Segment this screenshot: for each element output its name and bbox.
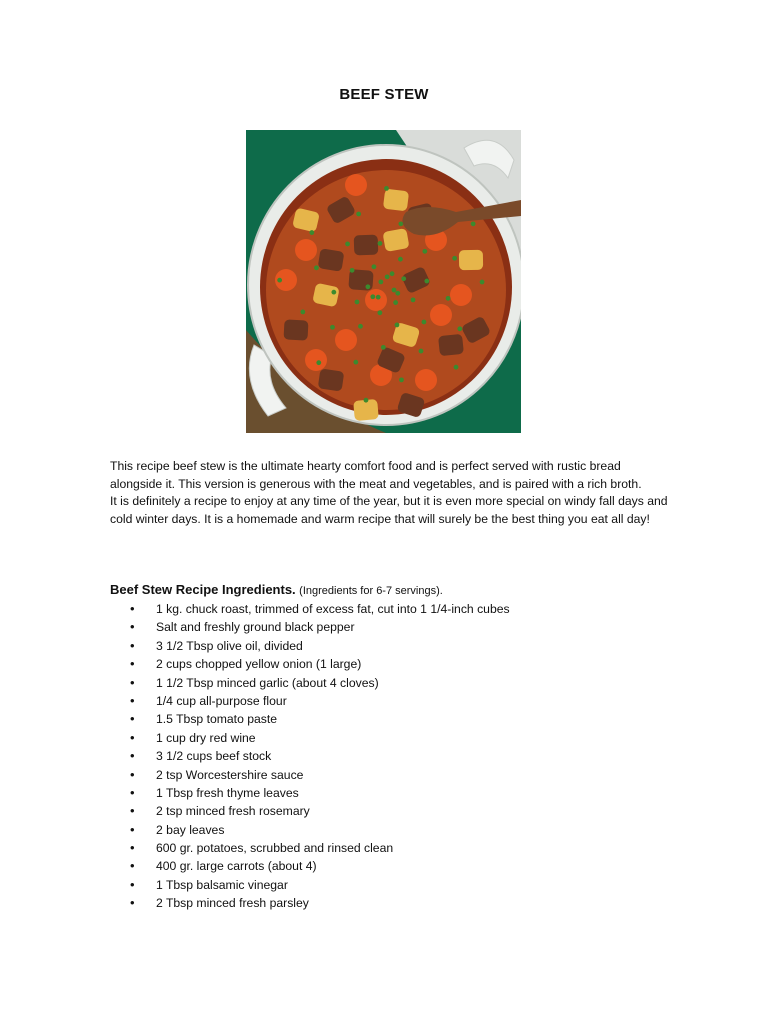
parsley-fleck — [378, 279, 383, 284]
ingredients-list — [110, 600, 510, 913]
parsley-fleck — [330, 325, 335, 330]
ingredient-text: 2 tsp minced fresh rosemary — [156, 804, 310, 819]
carrot-piece — [335, 329, 357, 351]
ingredient-text: 1 Tbsp balsamic vinegar — [156, 877, 288, 892]
parsley-fleck — [399, 377, 404, 382]
carrot-piece — [415, 369, 437, 391]
ingredient-text: 1/4 cup all-purpose flour — [156, 693, 287, 708]
ingredient-item — [110, 821, 510, 839]
parsley-fleck — [355, 300, 360, 305]
parsley-fleck — [419, 349, 424, 354]
ingredient-text: 1 Tbsp fresh thyme leaves — [156, 785, 299, 800]
ingredient-text: 2 bay leaves — [156, 822, 225, 837]
intro-paragraph-2: It is definitely a recipe to enjoy at any time of the year, but it is even more special on windy fall days and cold winter days. It is a homemade and warm recipe that will surely be the best thing you eat all day! — [110, 494, 668, 526]
bullet: • — [130, 692, 135, 708]
bullet: • — [130, 821, 135, 837]
page-title: BEEF STEW — [339, 86, 429, 103]
parsley-fleck — [365, 284, 370, 289]
parsley-fleck — [364, 398, 369, 403]
parsley-fleck — [392, 288, 397, 293]
potato-piece — [383, 189, 409, 212]
parsley-fleck — [350, 268, 355, 273]
intro-text — [110, 458, 670, 528]
parsley-fleck — [370, 294, 375, 299]
beef-piece — [318, 248, 345, 272]
ingredient-text: 1 kg. chuck roast, trimmed of excess fat, cut into 1 1/4-inch cubes — [156, 602, 510, 616]
ingredient-text: 2 cups chopped yellow onion (1 large) — [156, 657, 362, 672]
ingredient-text: 3 1/2 cups beef stock — [156, 749, 272, 764]
carrot-piece — [295, 239, 317, 261]
parsley-fleck — [309, 230, 314, 235]
beef-piece — [283, 319, 308, 340]
ingredient-item — [110, 710, 510, 728]
parsley-fleck — [452, 256, 457, 261]
bullet: • — [130, 674, 135, 690]
ingredient-text: 600 gr. potatoes, scrubbed and rinsed clean — [156, 841, 394, 856]
ingredient-text: 2 tsp Worcestershire sauce — [156, 767, 304, 782]
parsley-fleck — [422, 249, 427, 254]
parsley-fleck — [395, 291, 400, 296]
ingredients-heading-title: Beef Stew Recipe Ingredients. — [110, 582, 296, 597]
bullet: • — [130, 858, 135, 874]
bullet: • — [130, 895, 135, 911]
bullet: • — [130, 711, 135, 727]
bullet: • — [130, 656, 135, 672]
ingredient-item — [110, 784, 510, 802]
parsley-fleck — [471, 221, 476, 226]
bullet: • — [130, 619, 135, 635]
parsley-fleck — [480, 280, 485, 285]
beef-piece — [354, 235, 379, 256]
ingredient-item — [110, 674, 510, 692]
ingredient-item — [110, 729, 510, 747]
parsley-fleck — [446, 296, 451, 301]
parsley-fleck — [393, 300, 398, 305]
ingredient-text: 1 cup dry red wine — [156, 730, 256, 745]
ingredient-item — [110, 839, 510, 857]
bullet: • — [130, 637, 135, 653]
ingredient-text: 3 1/2 Tbsp olive oil, divided — [156, 638, 303, 653]
ingredient-item — [110, 894, 510, 912]
parsley-fleck — [398, 257, 403, 262]
parsley-fleck — [356, 212, 361, 217]
ingredient-text: 1 1/2 Tbsp minced garlic (about 4 cloves) — [156, 675, 379, 690]
parsley-fleck — [372, 264, 377, 269]
ingredients-heading — [110, 582, 443, 597]
beef-stew-pot-icon — [246, 130, 521, 433]
ingredient-item — [110, 876, 510, 894]
beef-piece — [438, 334, 464, 356]
parsley-fleck — [331, 290, 336, 295]
parsley-fleck — [422, 320, 427, 325]
parsley-fleck — [377, 310, 382, 315]
parsley-fleck — [424, 279, 429, 284]
potato-piece — [459, 250, 483, 270]
ingredient-item — [110, 618, 510, 636]
ingredient-text: 400 gr. large carrots (about 4) — [156, 859, 317, 874]
parsley-fleck — [384, 186, 389, 191]
bullet: • — [130, 840, 135, 856]
beef-stew-photo — [246, 130, 521, 433]
carrot-piece — [430, 304, 452, 326]
carrot-piece — [305, 349, 327, 371]
ingredient-item — [110, 655, 510, 673]
intro-paragraph-1: This recipe beef stew is the ultimate hearty comfort food and is perfect served with rustic bread alongside it. This version is generous with the meat and vegetables, and is paired with a rich broth. — [110, 459, 642, 491]
bullet: • — [130, 748, 135, 764]
parsley-fleck — [401, 276, 406, 281]
parsley-fleck — [300, 310, 305, 315]
bullet: • — [130, 729, 135, 745]
parsley-fleck — [411, 297, 416, 302]
parsley-fleck — [353, 360, 358, 365]
ingredient-text: Salt and freshly ground black pepper — [156, 620, 355, 635]
bullet: • — [130, 803, 135, 819]
parsley-fleck — [345, 242, 350, 247]
ingredient-text: 2 Tbsp minced fresh parsley — [156, 896, 309, 911]
ingredient-item — [110, 692, 510, 710]
bullet: • — [130, 766, 135, 782]
parsley-fleck — [381, 345, 386, 350]
ingredient-item — [110, 747, 510, 765]
parsley-fleck — [316, 360, 321, 365]
ingredient-item — [110, 637, 510, 655]
parsley-fleck — [390, 271, 395, 276]
carrot-piece — [365, 289, 387, 311]
parsley-fleck — [454, 365, 459, 370]
ingredient-item — [110, 766, 510, 784]
parsley-fleck — [385, 274, 390, 279]
parsley-fleck — [358, 324, 363, 329]
potato-piece — [382, 228, 409, 252]
beef-piece — [318, 368, 345, 391]
carrot-piece — [345, 174, 367, 196]
bullet: • — [130, 784, 135, 800]
bullet: • — [130, 601, 135, 616]
ingredient-text: 1.5 Tbsp tomato paste — [156, 712, 278, 727]
parsley-fleck — [314, 265, 319, 270]
parsley-fleck — [277, 278, 282, 283]
ingredient-item — [110, 802, 510, 820]
parsley-fleck — [378, 241, 383, 246]
parsley-fleck — [457, 326, 462, 331]
carrot-piece — [450, 284, 472, 306]
ingredients-heading-note: (Ingredients for 6-7 servings). — [299, 585, 443, 597]
bullet: • — [130, 876, 135, 892]
parsley-fleck — [376, 295, 381, 300]
ingredient-item — [110, 600, 510, 618]
ingredient-item — [110, 857, 510, 875]
parsley-fleck — [395, 323, 400, 328]
